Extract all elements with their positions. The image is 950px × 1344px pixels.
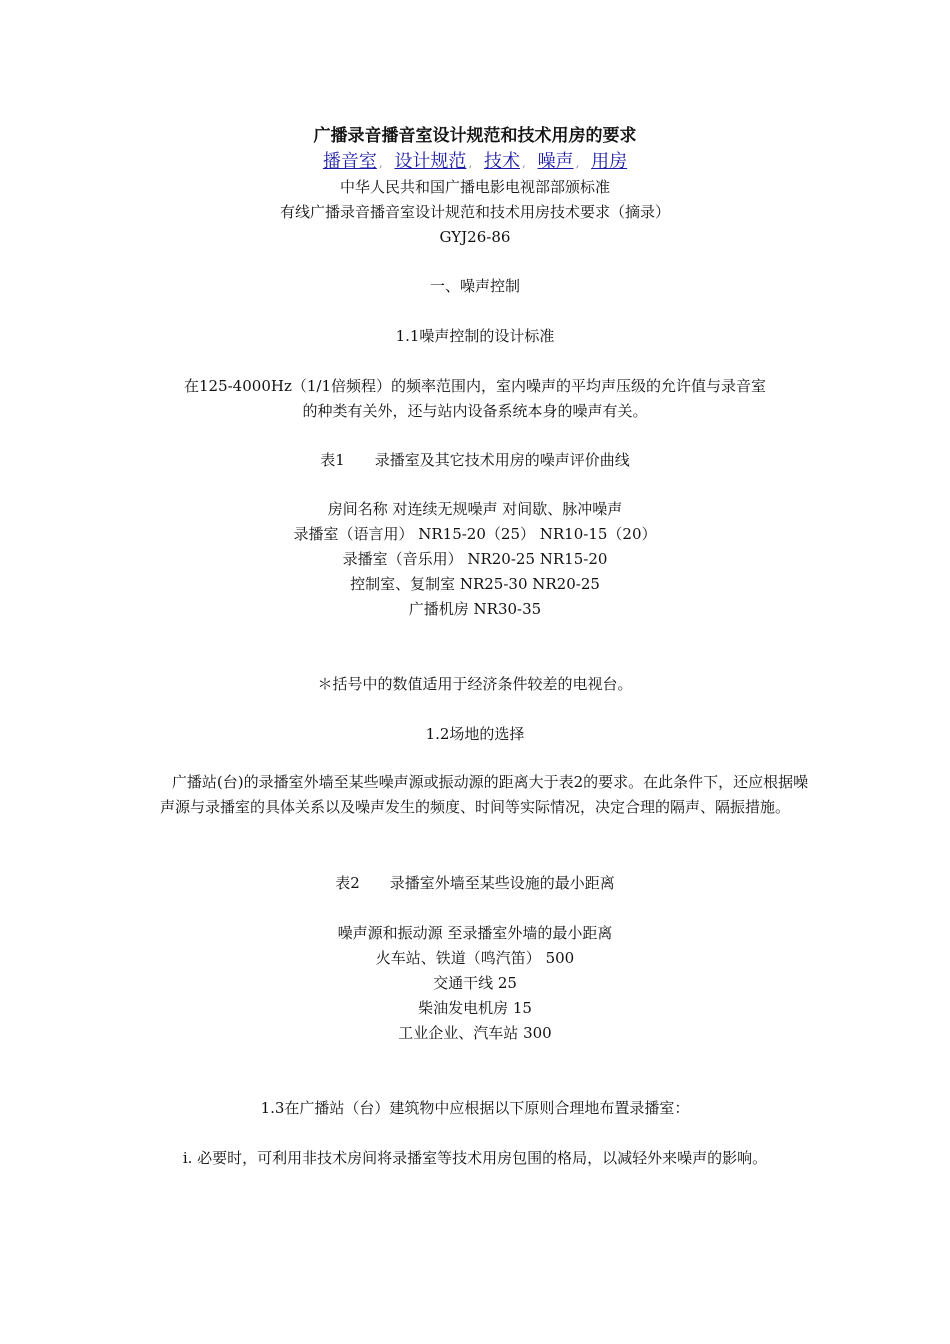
table-row: 房间名称 对连续无规噪声 对间歇、脉冲噪声 (327, 500, 623, 518)
table-caption: 表1 录播室及其它技术用房的噪声评价曲线 (320, 451, 630, 469)
table-row: 录播室（音乐用） NR20-25 NR15-20 (342, 550, 608, 568)
standard-code: GYJ26-86 (439, 228, 511, 246)
table-note: ＊括号中的数值适用于经济条件较差的电视台。 (317, 675, 633, 693)
tag-link-noise[interactable]: 噪声 (537, 151, 574, 172)
tag-link-technology[interactable]: 技术 (484, 151, 520, 172)
tag-links: 播音室 , 设计规范 , 技术 , 噪声 , 用房 (322, 151, 628, 172)
table-row: 录播室（语言用） NR15-20（25） NR10-15（20） (293, 525, 657, 543)
subsection-heading: 1.3在广播站（台）建筑物中应根据以下原则合理地布置录播室： (260, 1099, 690, 1117)
tag-link-rooms[interactable]: 用房 (591, 151, 628, 172)
table-row: 广播机房 NR30-35 (408, 600, 542, 618)
section-heading: 一、噪声控制 (429, 277, 520, 295)
issuer-line: 中华人民共和国广播电影电视部部颁标准 (339, 178, 610, 196)
tag-link-broadcast-room[interactable]: 播音室 (322, 151, 377, 172)
subsection-heading: 1.1噪声控制的设计标准 (395, 327, 555, 345)
subsection-heading: 1.2场地的选择 (425, 725, 525, 743)
paragraph-line: 的种类有关外，还与站内设备系统本身的噪声有关。 (302, 402, 648, 420)
document-title: 广播录音播音室设计规范和技术用房的要求 (313, 126, 637, 146)
table-row: 工业企业、汽车站 300 (398, 1024, 552, 1042)
table-row: 交通干线 25 (433, 974, 517, 992)
list-item: i. 必要时，可利用非技术房间将录播室等技术用房包围的格局，以减轻外来噪声的影响。 (182, 1149, 768, 1167)
table-row: 噪声源和振动源 至录播室外墙的最小距离 (337, 924, 613, 942)
paragraph: 广播站(台)的录播室外墙至某些噪声源或振动源的距离大于表2的要求。在此条件下，还应根据噪声源与录播室的具体关系以及噪声发生的频度、时间等实际情况，决定合理的隔声、隔振措施。 (159, 773, 809, 816)
table-row: 控制室、复制室 NR25-30 NR20-25 (350, 575, 600, 593)
table-row: 火车站、铁道（鸣汽笛） 500 (375, 949, 575, 967)
table-row: 柴油发电机房 15 (418, 999, 532, 1017)
tag-link-design-spec[interactable]: 设计规范 (394, 151, 467, 172)
table-caption: 表2 录播室外墙至某些设施的最小距离 (335, 874, 615, 892)
subtitle-line: 有线广播录音播音室设计规范和技术用房技术要求（摘录） (279, 203, 670, 221)
paragraph-line: 在125-4000Hz（1/1倍频程）的频率范围内，室内噪声的平均声压级的允许值与录音室 (183, 377, 766, 395)
